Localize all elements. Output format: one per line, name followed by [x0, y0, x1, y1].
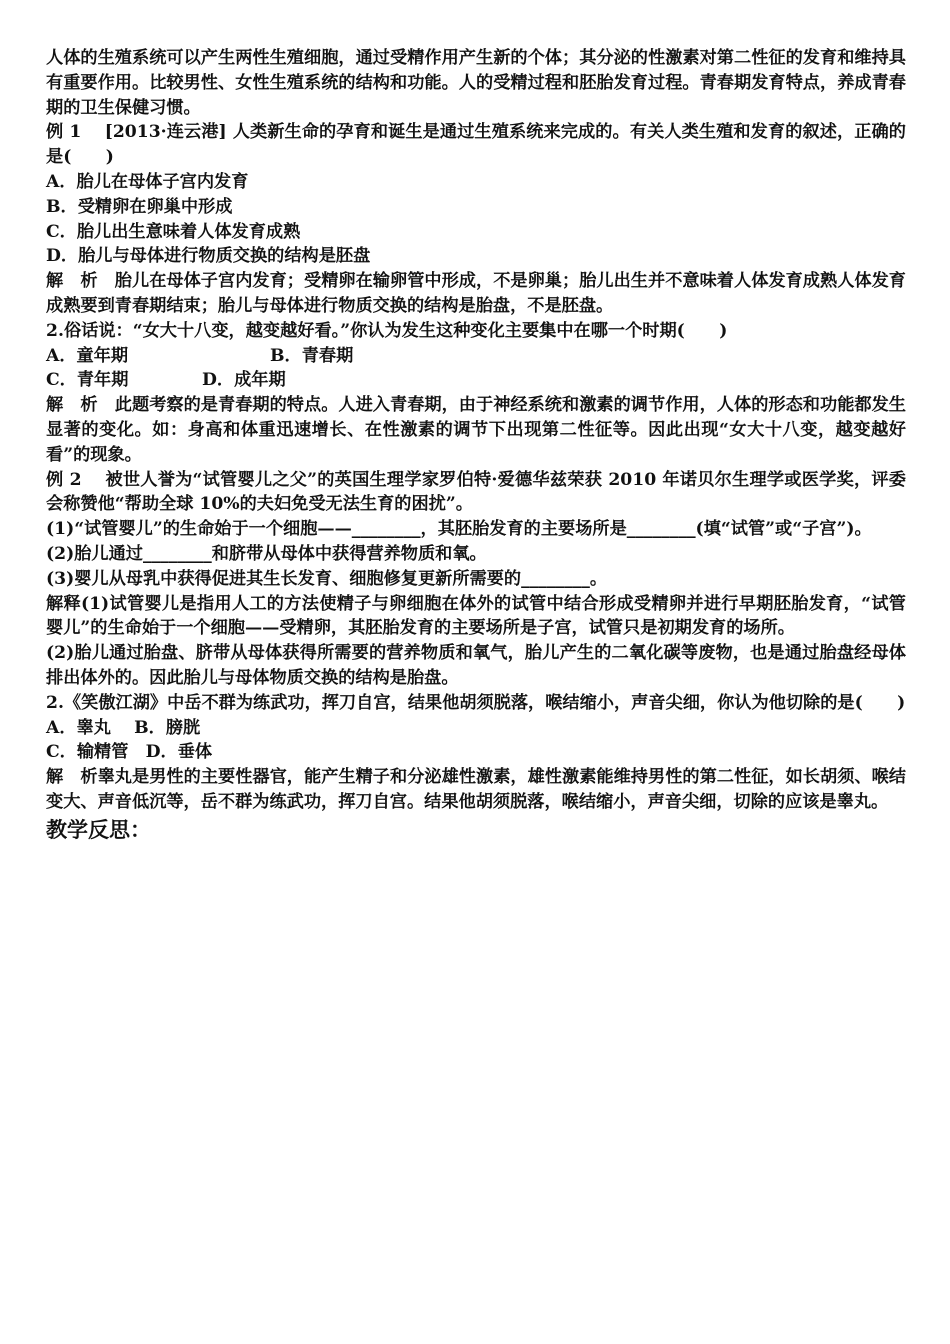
example-2-sub-2: (2)胎儿通过________和脐带从母体中获得营养物质和氧。: [46, 543, 487, 564]
question-2-analysis: 解 析 此题考察的是青春期的特点。人进入青春期，由于神经系统和激素的调节作用，人体的形态和功能都发生显著的变化。如：身高和体重迅速增长、在性激素的调节下出现第二性征等。因此出现“女大十八变，越变越好看”的现象。: [46, 395, 906, 465]
question-3-analysis: 解 析睾丸是男性的主要性器官，能产生精子和分泌雄性激素，雄性激素能维持男性的第二性征，如长胡须、喉结变大、声音低沉等，岳不群为练武功，挥刀自宫。结果他胡须脱落，喉结缩小，声音尖细，切除的应该是睾丸。: [46, 767, 906, 812]
question-3-options-cd: C．输精管 D．垂体: [46, 742, 213, 763]
question-2-option-c: C．青年期: [46, 370, 129, 391]
teaching-reflection-heading: 教学反思：: [46, 816, 151, 842]
question-2-option-d: D．成年期: [202, 370, 286, 391]
question-2-option-b: B．青春期: [270, 345, 354, 366]
question-2-option-a: A．童年期: [46, 345, 129, 366]
question-2-options-ab: [46, 344, 906, 369]
example-1-option-d: D．胎儿与母体进行物质交换的结构是胚盘: [46, 246, 371, 267]
example-1-stem: 例 1 [2013·连云港] 人类新生命的孕育和诞生是通过生殖系统来完成的。有关人类生殖和发育的叙述，正确的是( ): [46, 122, 906, 168]
document-page: [46, 46, 906, 845]
example-2-stem: 例 2 被世人誉为“试管婴儿之父”的英国生理学家罗伯特·爱德华兹荣获 2010 年诺贝尔生理学或医学奖，评委会称赞他“帮助全球 10%的夫妇免受无法生育的困扰”。: [46, 469, 906, 515]
question-2-options-cd: [46, 368, 906, 393]
example-1-option-a: A．胎儿在母体子宫内发育: [46, 171, 249, 192]
question-3-stem: 2.《笑傲江湖》中岳不群为练武功，挥刀自宫，结果他胡须脱落，喉结缩小，声音尖细，你认为他切除的是( ): [46, 692, 906, 713]
question-3-options-ab: A．睾丸 B．膀胱: [46, 717, 201, 738]
example-2-sub-3: (3)婴儿从母乳中获得促进其生长发育、细胞修复更新所需要的________。: [46, 568, 608, 589]
intro-paragraph: 人体的生殖系统可以产生两性生殖细胞，通过受精作用产生新的个体；其分泌的性激素对第二性征的发育和维持具有重要作用。比较男性、女性生殖系统的结构和功能。人的受精过程和胚胎发育过程。青春期发育特点，养成青春期的卫生保健习惯。: [46, 48, 906, 118]
example-2-sub-1: (1)“试管婴儿”的生命始于一个细胞——________，其胚胎发育的主要场所是________(填“试管”或“子宫”)。: [46, 519, 872, 540]
example-1-analysis: 解 析 胎儿在母体子宫内发育；受精卵在输卵管中形成，不是卵巢；胎儿出生并不意味着人体发育成熟人体发育成熟要到青春期结束；胎儿与母体进行物质交换的结构是胎盘，不是胚盘。: [46, 271, 906, 316]
example-1-option-b: B．受精卵在卵巢中形成: [46, 196, 233, 217]
question-2-stem: 2.俗话说：“女大十八变，越变越好看。”你认为发生这种变化主要集中在哪一个时期( ): [46, 320, 728, 341]
example-2-explanation-1: 解释(1)试管婴儿是指用人工的方法使精子与卵细胞在体外的试管中结合形成受精卵并进行早期胚胎发育，“试管婴儿”的生命始于一个细胞——受精卵，其胚胎发育的主要场所是子宫，试管只是初期发育的场所。: [46, 593, 906, 639]
example-1-option-c: C．胎儿出生意味着人体发育成熟: [46, 221, 301, 242]
example-2-explanation-2: (2)胎儿通过胎盘、脐带从母体获得所需要的营养物质和氧气，胎儿产生的二氧化碳等废物，也是通过胎盘经母体排出体外的。因此胎儿与母体物质交换的结构是胎盘。: [46, 643, 906, 688]
